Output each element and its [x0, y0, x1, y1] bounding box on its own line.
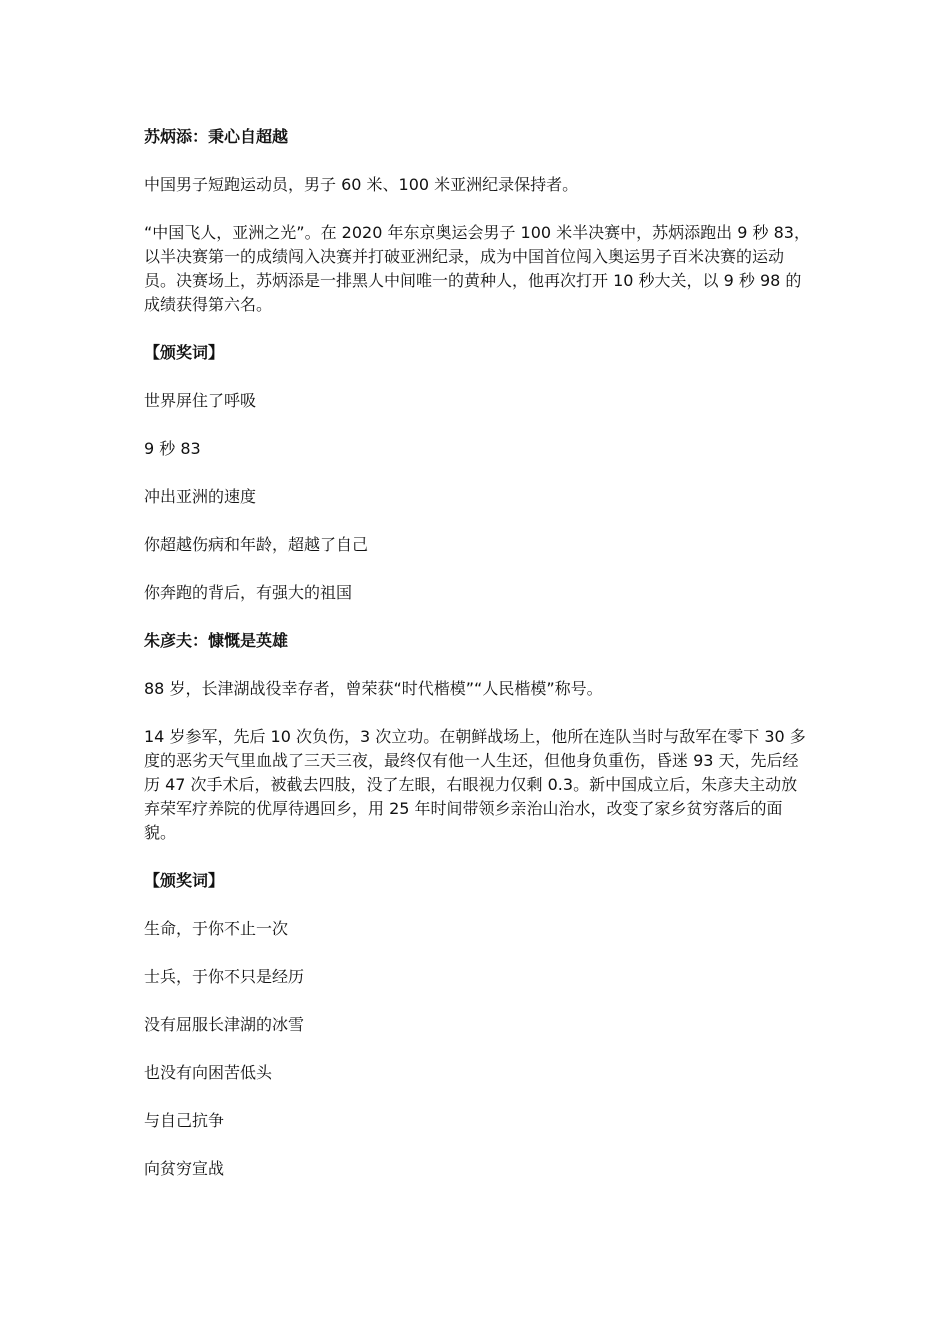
award-line: 也没有向困苦低头 [144, 1063, 273, 1082]
award-line: 生命，于你不止一次 [144, 919, 289, 938]
award-line: 冲出亚洲的速度 [144, 487, 257, 506]
award-line: 向贫穷宣战 [144, 1159, 225, 1178]
award-line: 士兵，于你不只是经历 [144, 967, 305, 986]
award-heading: 【颁奖词】 [144, 871, 225, 890]
award-line: 与自己抗争 [144, 1111, 225, 1130]
section-title-su-bingtian: 苏炳添：秉心自超越 [144, 127, 289, 146]
award-line: 你超越伤病和年龄，超越了自己 [144, 535, 369, 554]
section-intro-zhu-yanfu: 88 岁，长津湖战役幸存者，曾荣获“时代楷模”“人民楷模”称号。 [144, 679, 603, 698]
award-line: 没有屈服长津湖的冰雪 [144, 1015, 305, 1034]
section-title-zhu-yanfu: 朱彦夫：慷慨是英雄 [144, 631, 289, 650]
award-line: 9 秒 83 [144, 439, 201, 458]
section-body-zhu-yanfu: 14 岁参军，先后 10 次负伤，3 次立功。在朝鲜战场上，他所在连队当时与敌军在零下 30 多度的恶劣天气里血战了三天三夜，最终仅有他一人生还，但他身负重伤，昏迷 93 天，先后经历 47 次手术后，被截去四肢，没了左眼，右眼视力仅剩 0.3。新中国成立后，朱彦夫主动放弃荣军疗养院的优厚待遇回乡，用 25 年时间带领乡亲治山治水，改变了家乡贫穷落后的面貌。 [144, 727, 806, 842]
award-heading: 【颁奖词】 [144, 343, 225, 362]
section-intro-su-bingtian: 中国男子短跑运动员，男子 60 米、100 米亚洲纪录保持者。 [144, 175, 579, 194]
award-line: 世界屏住了呼吸 [144, 391, 257, 410]
document-page [144, 125, 812, 1205]
section-body-su-bingtian: “中国飞人，亚洲之光”。在 2020 年东京奥运会男子 100 米半决赛中，苏炳添跑出 9 秒 83，以半决赛第一的成绩闯入决赛并打破亚洲纪录，成为中国首位闯入奥运男子百米决赛的运动员。决赛场上，苏炳添是一排黑人中间唯一的黄种人，他再次打开 10 秒大关，以 9 秒 98 的成绩获得第六名。 [144, 223, 810, 314]
award-line: 你奔跑的背后，有强大的祖国 [144, 583, 353, 602]
